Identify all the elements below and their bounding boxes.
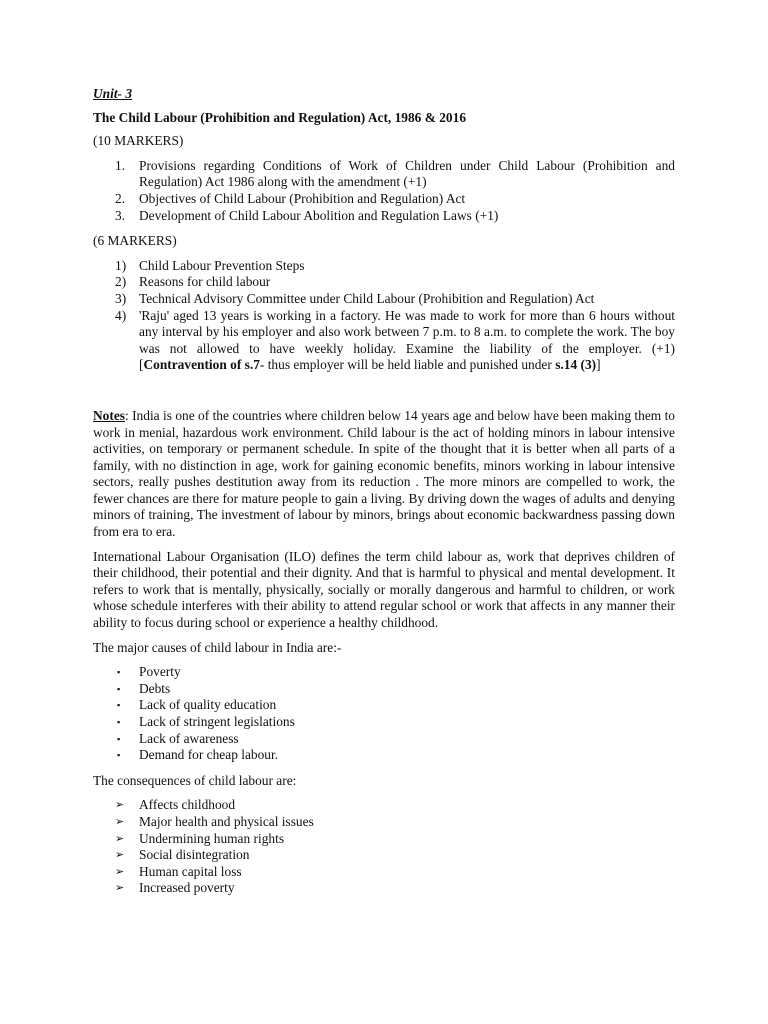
unit-heading: Unit- 3 — [93, 86, 133, 101]
list-item-text: Undermining human rights — [139, 830, 285, 846]
arrow-bullet-icon: ➢ — [115, 864, 125, 878]
list-item — [93, 681, 675, 698]
list-item-text: Lack of awareness — [139, 730, 239, 746]
causes-intro: The major causes of child labour in India are:- — [93, 639, 342, 655]
list-item — [93, 697, 675, 714]
arrow-bullet-icon: ➢ — [115, 881, 125, 895]
list-item — [93, 831, 675, 848]
list-item — [93, 664, 675, 681]
document-page — [93, 86, 675, 906]
answer-text: - thus employer will be held liable and punished under — [259, 357, 556, 373]
list-item — [93, 274, 675, 291]
square-bullet-icon: ▪ — [117, 683, 121, 694]
list-number: 1) — [115, 257, 127, 273]
list-item-text: Demand for cheap labour. — [139, 747, 279, 763]
list-item — [93, 714, 675, 731]
list-item — [93, 731, 675, 748]
list-item-text: Increased poverty — [139, 880, 235, 896]
answer-close-bracket: ] — [596, 357, 601, 373]
causes-list — [93, 664, 675, 764]
square-bullet-icon: ▪ — [117, 733, 121, 744]
square-bullet-icon: ▪ — [117, 750, 121, 761]
list-item-text: Lack of stringent legislations — [139, 714, 295, 729]
list-item — [93, 847, 675, 864]
list-item-text: Major health and physical issues — [139, 813, 314, 829]
list-item — [93, 797, 675, 814]
list-number: 4) — [115, 307, 127, 323]
list-item — [93, 208, 675, 225]
square-bullet-icon: ▪ — [117, 700, 121, 711]
arrow-bullet-icon: ➢ — [115, 814, 125, 828]
list-item — [93, 158, 675, 191]
list-item-text: Provisions regarding Conditions of Work of Children under Child Labour (Prohibition and Regulation) Act 1986 along with the amendment (+1) — [139, 157, 675, 190]
arrow-bullet-icon: ➢ — [115, 848, 125, 862]
list-item — [93, 191, 675, 208]
list-item-text: Lack of quality education — [139, 697, 277, 713]
six-markers-list — [93, 258, 675, 374]
act-title: The Child Labour (Prohibition and Regulation) Act, 1986 & 2016 — [93, 109, 467, 125]
list-item — [93, 747, 675, 764]
list-item-text: Poverty — [139, 664, 181, 680]
list-item — [93, 864, 675, 881]
list-item-text: Development of Child Labour Abolition and Regulation Laws (+1) — [139, 207, 499, 223]
list-item-text: Reasons for child labour — [139, 274, 271, 290]
notes-text: : India is one of the countries where children below 14 years age and below have been making them to work in menial, hazardous work environment. Child labour is the act of holding minors in labour intensive activities, on temporary or permanent schedule. In spite of the thought that it is better when all parts of a family, with no distinction in age, work for gaining economic benefits, minors working in labour intensive sectors, really pushes destitution away from its reduction . The more minors are compelled to work, the fewer chances are there for mature people to gain a living. By driving down the wages of adults and denying minors of training, The investment of labour by minors, brings about economic backwardness passing down from era to era. — [93, 407, 675, 540]
list-number: 1. — [115, 157, 126, 173]
list-number: 2) — [115, 274, 127, 290]
list-item-text: Affects childhood — [139, 797, 236, 813]
ilo-paragraph: International Labour Organisation (ILO) defines the term child labour as, work that deprives children of their childhood, their potential and their dignity. And that is harmful to physical and mental development. It refers to work that is mentally, physically, socially or morally dangerous and harmful to children, or work whose schedule interferes with their ability to attend regular school or work that affects in any manner their ability to focus during school or experience a healthy childhood. — [93, 548, 675, 631]
answer-open-bracket: [ — [139, 357, 144, 373]
arrow-bullet-icon: ➢ — [115, 798, 125, 812]
list-item-text: Social disintegration — [139, 847, 250, 863]
list-item-text: Objectives of Child Labour (Prohibition and Regulation) Act — [139, 190, 466, 206]
list-item-text: Technical Advisory Committee under Child Labour (Prohibition and Regulation) Act — [139, 290, 595, 306]
list-item-text: Debts — [139, 680, 171, 696]
answer-bold-penalty: s.14 (3) — [555, 357, 597, 373]
list-number: 2. — [115, 190, 126, 206]
spacer — [93, 383, 675, 408]
list-item-question — [93, 308, 675, 374]
list-number: 3) — [115, 290, 127, 306]
ten-markers-list — [93, 158, 675, 224]
notes-label: Notes — [93, 407, 125, 423]
list-item — [93, 291, 675, 308]
list-item — [93, 258, 675, 275]
consequences-intro: The consequences of child labour are: — [93, 772, 297, 788]
answer-bold-section: Contravention of s.7 — [143, 357, 260, 373]
ten-markers-heading: (10 MARKERS) — [93, 133, 184, 149]
question-text: 'Raju' aged 13 years is working in a factory. He was made to work for more than 6 hours without any interval by his employer and also work between 7 p.m. to 8 a.m. to complete the work. The boy was not allowed to have weekly holiday. Examine the liability of the employer. (+1) — [139, 307, 675, 356]
list-item — [93, 880, 675, 897]
list-item — [93, 814, 675, 831]
consequences-list — [93, 797, 675, 897]
list-item-text: Child Labour Prevention Steps — [139, 257, 305, 273]
list-item-text: Human capital loss — [139, 863, 242, 879]
square-bullet-icon: ▪ — [117, 717, 121, 727]
six-markers-heading: (6 MARKERS) — [93, 233, 177, 249]
notes-paragraph — [93, 408, 675, 541]
arrow-bullet-icon: ➢ — [115, 831, 125, 845]
square-bullet-icon: ▪ — [117, 667, 121, 678]
list-number: 3. — [115, 207, 126, 223]
